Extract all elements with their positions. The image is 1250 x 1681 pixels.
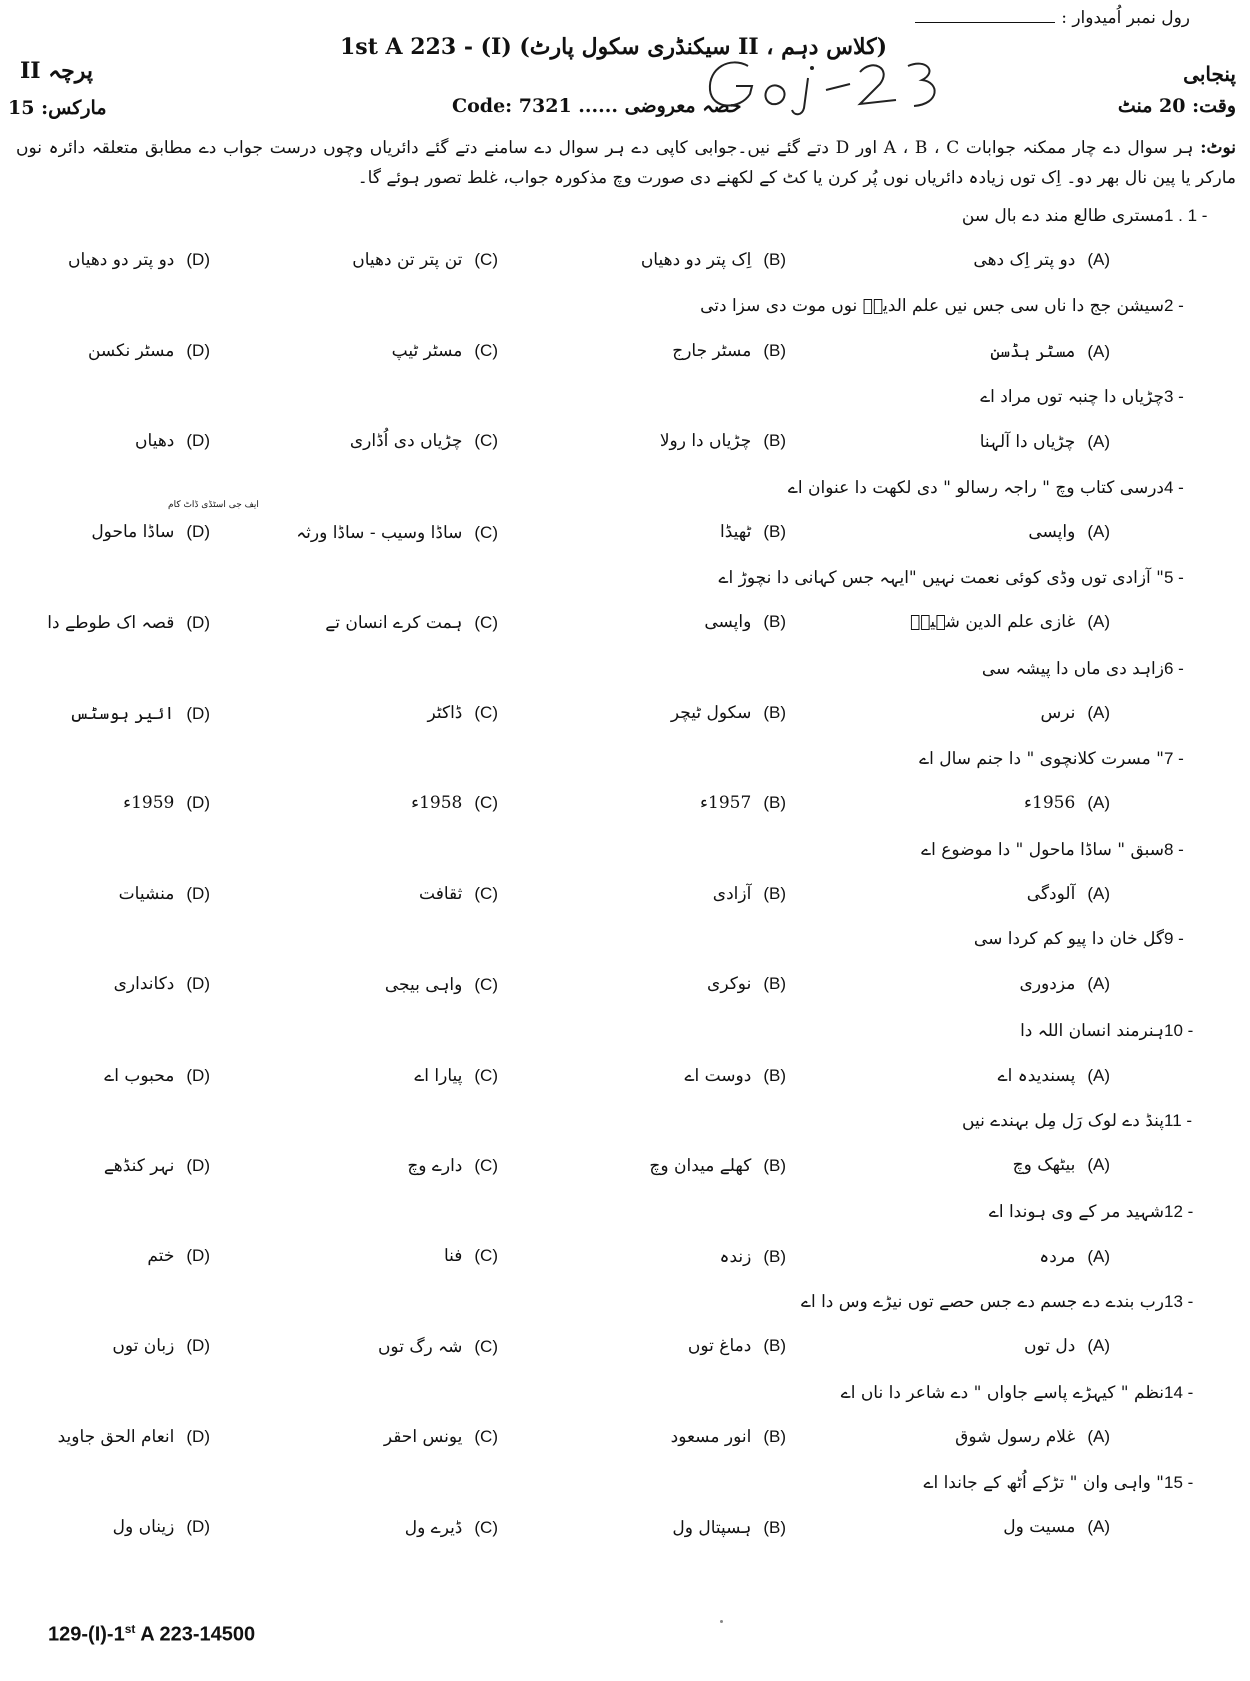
option-text: مسیت ول xyxy=(1003,1517,1076,1537)
option-a xyxy=(980,431,1110,452)
option-letter: (B) xyxy=(763,1426,786,1446)
roll-number-field xyxy=(915,8,1190,28)
option-letter: (C) xyxy=(474,793,498,812)
option-c xyxy=(414,1065,498,1086)
option-a xyxy=(1003,1517,1110,1537)
question-text: پنڈ دے لوک رَل مِل بہندے نیں xyxy=(962,1111,1164,1131)
footer-code-sup: st xyxy=(124,1622,136,1636)
question-text: گل خان دا پیو کم کردا سی xyxy=(973,929,1164,949)
question-number: 3 - xyxy=(1164,387,1184,406)
option-d xyxy=(112,1336,210,1356)
option-letter: (B) xyxy=(763,612,786,631)
option-b xyxy=(704,612,786,632)
option-text: ڈیرے ول xyxy=(404,1518,463,1538)
option-d xyxy=(88,341,210,361)
question-stem xyxy=(16,748,1236,769)
option-a xyxy=(998,1065,1110,1086)
option-letter: (B) xyxy=(763,974,786,993)
option-d xyxy=(104,1155,210,1176)
question-stem xyxy=(16,1110,1236,1131)
question-stem xyxy=(16,567,1236,588)
option-text: دارے وچ xyxy=(407,1156,463,1176)
option-c xyxy=(444,1246,498,1266)
roll-number-line xyxy=(915,22,1055,23)
option-text: دھیاں xyxy=(135,431,175,451)
option-a xyxy=(1024,793,1110,813)
option-a xyxy=(1039,1246,1110,1267)
footer-code-suffix: A 223-14500 xyxy=(135,1623,256,1646)
question-stem xyxy=(16,839,1236,860)
option-letter: (C) xyxy=(474,975,498,994)
question-number: 6 - xyxy=(1164,658,1184,678)
option-text: واپسی xyxy=(704,612,752,632)
question-stem xyxy=(16,1020,1236,1041)
question-number: 9 - xyxy=(1164,929,1184,948)
question-text: نظم " کیہڑے پاسے جاواں " دے شاعر دا ناں اے xyxy=(840,1382,1164,1403)
option-letter: (A) xyxy=(1087,1517,1110,1536)
option-letter: (D) xyxy=(186,340,210,360)
option-letter: (B) xyxy=(763,1246,786,1266)
question-number: 10 - xyxy=(1164,1020,1194,1040)
option-text: دکانداری xyxy=(113,974,175,994)
option-letter: (A) xyxy=(1087,883,1110,903)
handwritten-annotation xyxy=(700,48,960,122)
option-letter: (D) xyxy=(186,250,210,269)
option-letter: (C) xyxy=(474,1426,498,1446)
option-letter: (A) xyxy=(1087,1336,1110,1355)
option-text: شہ رگ توں xyxy=(377,1337,463,1357)
question-text: زاہد دی ماں دا پیشہ سی xyxy=(981,658,1164,679)
question-text: سیشن جج دا ناں سی جس نیں علم الدینؒ نوں موت دی سزا دتی xyxy=(700,295,1164,316)
option-a xyxy=(1020,974,1110,994)
option-c xyxy=(325,612,498,633)
option-d xyxy=(147,1246,210,1266)
option-text: مسٹر ٹیپ xyxy=(391,340,463,361)
option-a xyxy=(1027,884,1110,904)
option-b xyxy=(688,1336,786,1356)
question-number: 14 - xyxy=(1164,1382,1194,1402)
option-a xyxy=(1028,522,1110,542)
option-d xyxy=(58,1427,210,1447)
option-text: نرس xyxy=(1040,702,1076,723)
option-text: دماغ توں xyxy=(687,1336,752,1356)
option-text: انعام الحق جاوید xyxy=(57,1426,175,1447)
option-letter: (B) xyxy=(763,883,786,903)
question-number: 1 . 1 - xyxy=(1164,206,1208,225)
option-text: دل توں xyxy=(1023,1336,1076,1356)
option-letter: (A) xyxy=(1087,1155,1110,1174)
option-d xyxy=(69,703,210,724)
option-text: پیارا اے xyxy=(414,1065,463,1086)
option-b xyxy=(713,884,786,904)
option-text: بیٹھک وچ xyxy=(1012,1155,1076,1175)
option-c xyxy=(352,250,498,270)
option-c xyxy=(411,793,498,813)
option-text: مسٹر ہڈسن xyxy=(990,341,1076,362)
time-allowed: وقت: 20 منٹ xyxy=(1117,95,1236,117)
option-letter: (B) xyxy=(763,521,786,541)
option-c xyxy=(392,341,498,361)
option-b xyxy=(720,522,786,542)
option-letter: (D) xyxy=(186,703,210,723)
note-label: نوٹ: xyxy=(1200,138,1236,158)
paper-number: پرچہ II xyxy=(20,58,94,84)
option-letter: (D) xyxy=(186,1426,210,1446)
option-text: 1959ء xyxy=(123,793,175,813)
question-text: شہید مر کے وی ہوندا اے xyxy=(988,1201,1164,1222)
question-text: سبق " ساڈا ماحول " دا موضوع اے xyxy=(921,839,1164,860)
option-text: کھلے میدان وچ xyxy=(649,1156,752,1176)
question-text: مستری طالع مند دے بال سن xyxy=(961,206,1164,226)
total-marks: مارکس: 15 xyxy=(8,97,107,119)
option-c xyxy=(419,884,498,904)
option-c xyxy=(405,1517,498,1538)
option-letter: (B) xyxy=(763,340,786,360)
option-text: انور مسعود xyxy=(670,1426,752,1447)
option-text: آزادی xyxy=(712,883,752,904)
option-text: ائیر ہوسٹس xyxy=(69,703,175,724)
option-text: ساڈا وسیب - ساڈا ورثہ xyxy=(296,522,463,543)
question-stem xyxy=(16,1201,1236,1222)
option-text: ہمت کرے انسان تے xyxy=(325,613,463,633)
option-letter: (A) xyxy=(1087,341,1110,361)
option-text: ثقافت xyxy=(419,883,463,904)
option-d xyxy=(114,974,210,994)
option-letter: (B) xyxy=(763,1518,786,1537)
option-text: نہر کنڈھے xyxy=(103,1156,175,1176)
option-d xyxy=(135,431,210,451)
option-letter: (A) xyxy=(1087,1246,1110,1266)
question-number: 11 - xyxy=(1164,1111,1193,1130)
footer-code xyxy=(48,1622,255,1647)
option-d xyxy=(91,522,210,542)
question-stem xyxy=(16,1472,1236,1493)
option-letter: (C) xyxy=(474,1518,498,1537)
option-a xyxy=(990,341,1110,362)
option-letter: (A) xyxy=(1087,793,1110,812)
option-text: واپسی xyxy=(1028,521,1076,542)
option-text: مردہ xyxy=(1039,1246,1076,1267)
option-text: 1958ء xyxy=(411,793,463,813)
subject-name: پنجابی xyxy=(1183,62,1236,86)
option-text: غازی علم الدین شہیدؒ xyxy=(909,612,1076,632)
option-d xyxy=(113,1517,210,1537)
stray-dot xyxy=(720,1620,723,1623)
question-stem xyxy=(16,929,1236,949)
question-number: 12 - xyxy=(1164,1201,1194,1221)
option-text: آلودگی xyxy=(1026,883,1076,904)
question-number: 4 - xyxy=(1164,477,1184,497)
question-stem xyxy=(16,205,1236,226)
option-letter: (C) xyxy=(474,702,498,722)
option-letter: (D) xyxy=(186,1336,210,1355)
option-letter: (D) xyxy=(186,613,210,632)
option-d xyxy=(68,250,210,270)
option-a xyxy=(955,1427,1110,1447)
option-text: دو پتر دو دھیاں xyxy=(68,250,175,270)
option-letter: (D) xyxy=(186,521,210,541)
option-text: نوکری xyxy=(707,974,752,994)
option-c xyxy=(384,1427,498,1447)
question-stem xyxy=(16,658,1236,679)
option-c xyxy=(407,1155,498,1176)
option-c xyxy=(296,522,498,543)
option-text: واہی بیجی xyxy=(384,975,463,995)
option-text: ختم xyxy=(147,1245,175,1266)
option-text: ہسپتال ول xyxy=(672,1518,752,1538)
watermark: ایف جی اسٹڈی ڈاٹ کام xyxy=(168,500,259,510)
question-text: " آزادی توں وڈی کوئی نعمت نہیں "ایہہ جس کہانی دا نچوڑ اے xyxy=(718,568,1164,588)
option-text: ٹھیڈا xyxy=(719,521,752,542)
option-letter: (C) xyxy=(474,883,498,903)
option-c xyxy=(350,431,498,451)
option-a xyxy=(1024,1336,1110,1356)
option-letter: (B) xyxy=(763,1336,786,1355)
option-letter: (D) xyxy=(186,1245,210,1265)
option-letter: (A) xyxy=(1087,612,1110,631)
question-stem xyxy=(16,1382,1236,1403)
option-letter: (A) xyxy=(1087,974,1110,993)
option-d xyxy=(123,793,210,813)
option-b xyxy=(672,341,786,361)
option-text: 1956ء xyxy=(1024,793,1076,813)
option-b xyxy=(641,250,786,270)
option-text: دو پتر اِک دھی xyxy=(973,250,1076,270)
option-letter: (D) xyxy=(186,1517,210,1536)
option-letter: (C) xyxy=(474,1065,498,1085)
option-d xyxy=(119,884,210,904)
option-a xyxy=(910,612,1110,632)
option-d xyxy=(47,612,210,633)
option-letter: (B) xyxy=(763,1065,786,1085)
question-number: 5 - xyxy=(1164,568,1184,587)
question-number: 2 - xyxy=(1164,295,1184,315)
option-letter: (A) xyxy=(1087,702,1110,722)
option-letter: (C) xyxy=(474,1156,498,1175)
option-letter: (B) xyxy=(763,793,786,812)
option-text: قصہ اک طوطے دا xyxy=(47,613,175,633)
option-text: فنا xyxy=(443,1245,463,1266)
option-letter: (D) xyxy=(186,793,210,812)
option-letter: (B) xyxy=(763,250,786,269)
option-b xyxy=(672,1517,786,1538)
option-letter: (A) xyxy=(1087,1426,1110,1446)
option-letter: (C) xyxy=(474,250,498,269)
option-text: دوست اے xyxy=(684,1065,752,1086)
option-a xyxy=(973,250,1110,270)
question-number: 7 - xyxy=(1164,749,1184,768)
question-text: چڑیاں دا چنبہ توں مراد اے xyxy=(980,387,1164,407)
question-text: درسی کتاب وچ " راجہ رسالو " دی لکھت دا عنوان اے xyxy=(787,477,1164,498)
question-text: رب بندے دے جسم دے جس حصے توں نیڑے وس دا اے xyxy=(801,1292,1164,1312)
option-letter: (B) xyxy=(763,702,786,722)
option-letter: (C) xyxy=(474,1245,498,1265)
option-text: 1957ء xyxy=(700,793,752,813)
option-d xyxy=(104,1065,210,1086)
question-stem xyxy=(16,1291,1236,1312)
question-text: ہنرمند انسان اللہ دا xyxy=(1020,1020,1164,1041)
option-letter: (C) xyxy=(474,613,498,632)
option-text: یونس احقر xyxy=(383,1426,463,1447)
option-letter: (A) xyxy=(1087,432,1110,451)
option-text: مسٹر نکسن xyxy=(87,340,175,361)
option-text: ڈاکٹر xyxy=(427,702,463,723)
option-text: چڑیاں دی اُڈاری xyxy=(349,431,463,451)
option-b xyxy=(685,1065,787,1086)
option-letter: (C) xyxy=(474,431,498,450)
option-letter: (D) xyxy=(186,1156,210,1175)
option-letter: (C) xyxy=(474,340,498,360)
option-b xyxy=(671,1427,786,1447)
option-text: محبوب اے xyxy=(104,1065,175,1086)
option-text: زندہ xyxy=(719,1246,752,1267)
option-text: اِک پتر دو دھیاں xyxy=(640,250,752,270)
option-text: سکول ٹیچر xyxy=(670,702,752,723)
instructions-note xyxy=(16,133,1236,193)
option-b xyxy=(707,974,786,994)
option-b xyxy=(660,431,786,451)
question-stem xyxy=(16,386,1236,407)
option-b xyxy=(719,1246,786,1267)
option-letter: (A) xyxy=(1087,1065,1110,1085)
option-text: غلام رسول شوق xyxy=(955,1426,1076,1447)
paper-title: 1st A 223 - (I) (سیکنڈری سکول پارٹ II ، کلاس دہم) xyxy=(340,34,888,60)
option-letter: (A) xyxy=(1087,250,1110,269)
note-text: ہر سوال دے چار ممکنہ جوابات A ، B ، C اور D دتے گئے نیں۔جوابی کاپی دے ہر سوال دے سامنے دتے گئے دائریاں وچوں درست جواب دے مطابق متعلقہ دائرہ نوں مارکر یا پین نال بھر دو۔ اِک توں زیادہ دائریاں نوں پُر کرن یا کٹ کے لکھنے دی صورت وچ مذکورہ جواب، غلط تصور ہوئے گا۔ xyxy=(16,138,1236,188)
option-text: منشیات xyxy=(118,883,175,904)
option-b xyxy=(700,793,786,813)
option-letter: (B) xyxy=(763,431,786,450)
option-letter: (A) xyxy=(1087,521,1110,541)
option-letter: (C) xyxy=(474,522,498,542)
option-c xyxy=(385,974,498,995)
question-text: " مسرت کلانچوی " دا جنم سال اے xyxy=(919,749,1164,769)
footer-code-prefix: 129-(I)-1 xyxy=(48,1623,125,1646)
question-number: 15 - xyxy=(1164,1473,1194,1492)
question-number: 8 - xyxy=(1164,839,1184,859)
option-text: تن پتر تن دھیاں xyxy=(352,250,463,270)
option-b xyxy=(649,1155,786,1176)
option-text: مزدوری xyxy=(1019,974,1076,994)
option-a xyxy=(1013,1155,1110,1175)
question-stem xyxy=(16,296,1236,316)
option-letter: (D) xyxy=(186,1065,210,1085)
option-text: چڑیاں دا آلہنا xyxy=(979,432,1076,452)
option-text: پسندیدہ اے xyxy=(997,1065,1076,1086)
option-text: زبان توں xyxy=(112,1336,175,1356)
question-stem xyxy=(16,477,1236,498)
option-text: ساڈا ماحول xyxy=(91,521,175,542)
option-b xyxy=(671,703,786,723)
question-number: 13 - xyxy=(1164,1292,1194,1311)
option-letter: (D) xyxy=(186,974,210,993)
option-c xyxy=(378,1336,498,1357)
option-text: مسٹر جارج xyxy=(672,340,752,361)
roll-number-label: رول نمبر اُمیدوار : xyxy=(1061,8,1190,28)
question-text: " واہی وان " تڑکے اُٹھ کے جاندا اے xyxy=(923,1473,1164,1493)
option-text: چڑیاں دا رولا xyxy=(659,431,752,451)
option-letter: (C) xyxy=(474,1337,498,1356)
option-letter: (D) xyxy=(186,883,210,903)
option-c xyxy=(427,703,498,723)
option-a xyxy=(1040,703,1110,723)
section-code: حصہ معروضی ...... Code: 7321 xyxy=(452,95,742,117)
option-letter: (B) xyxy=(763,1156,786,1175)
option-text: زیناں ول xyxy=(112,1517,175,1537)
option-letter: (D) xyxy=(186,431,210,450)
